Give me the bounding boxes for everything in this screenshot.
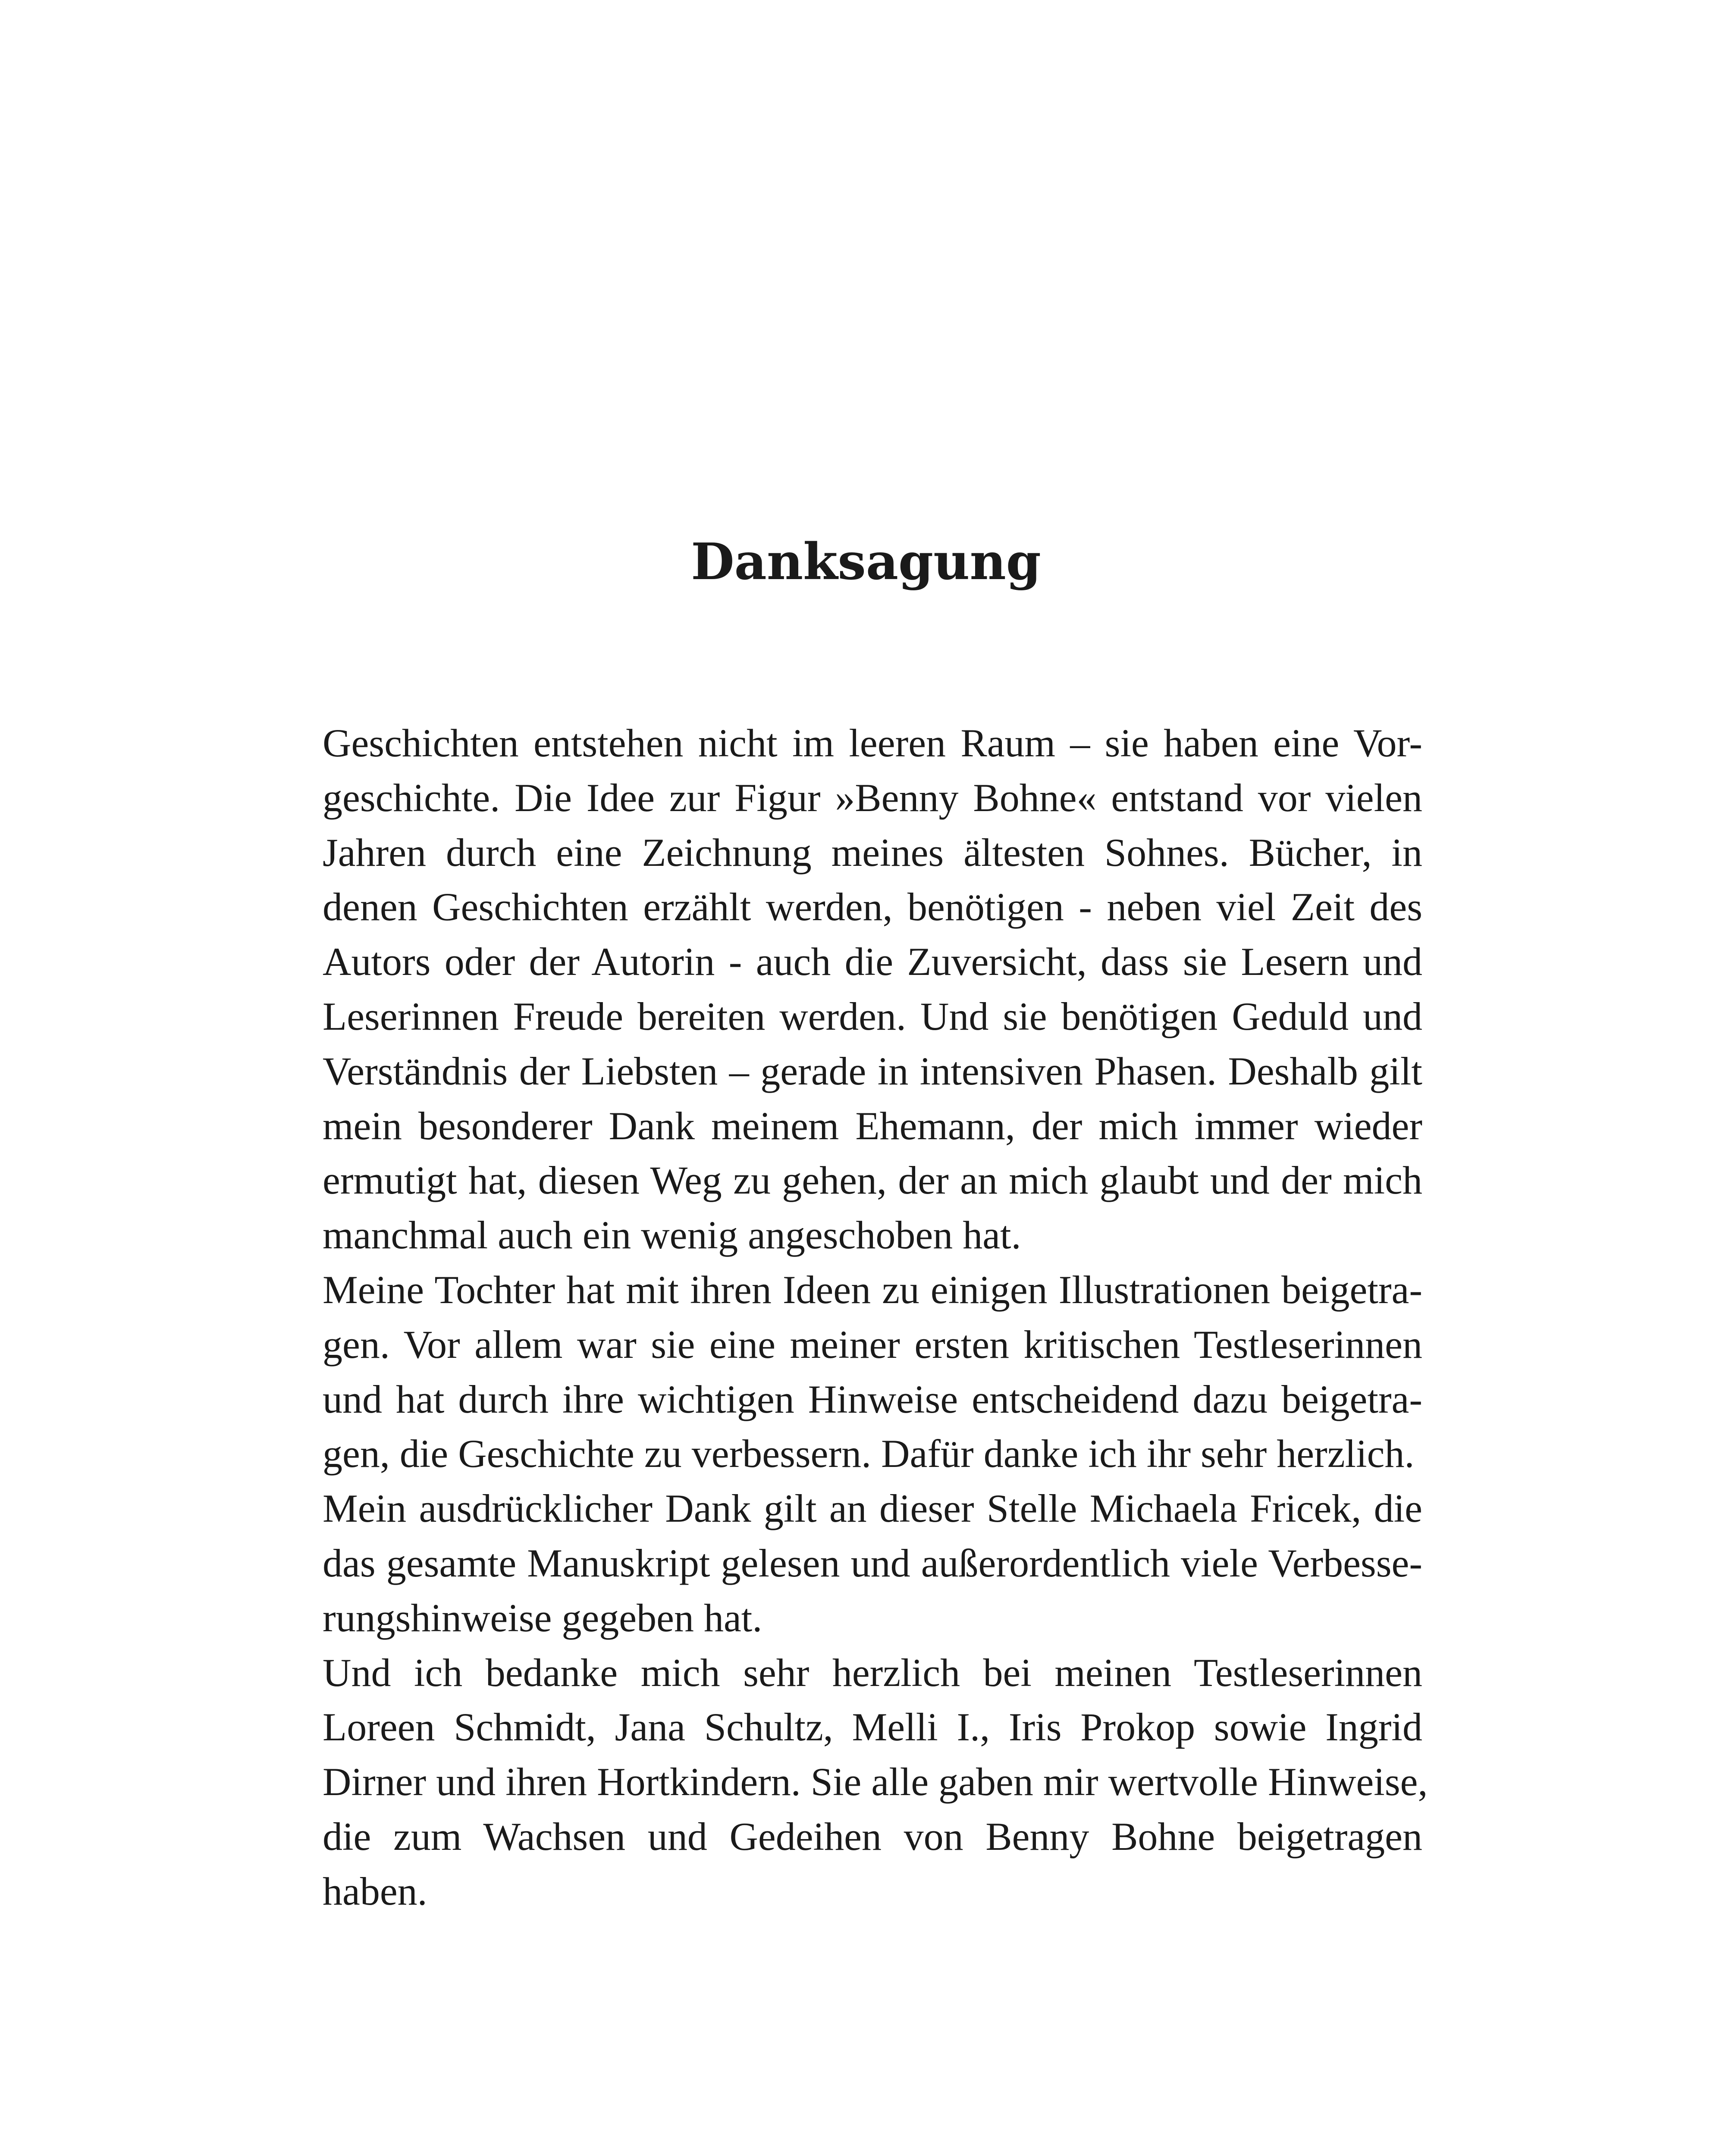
- text-line: ermutigt hat, diesen Weg zu gehen, der an mich glaubt und der mich: [323, 1158, 1422, 1203]
- text-line: und hat durch ihre wichtigen Hinweise entscheidend dazu beigetra-: [323, 1377, 1422, 1421]
- text-line: Verständnis der Liebsten – gerade in intensiven Phasen. Deshalb gilt: [323, 1049, 1422, 1093]
- text-line: gen. Vor allem war sie eine meiner ersten kritischen Testleserinnen: [323, 1322, 1422, 1366]
- text-line: Mein ausdrücklicher Dank gilt an dieser Stelle Michaela Fricek, die: [323, 1486, 1422, 1531]
- text-line: manchmal auch ein wenig angeschoben hat.: [323, 1213, 1021, 1257]
- text-line: denen Geschichten erzählt werden, benötigen - neben viel Zeit des: [323, 885, 1422, 929]
- text-line: mein besonderer Dank meinem Ehemann, der mich immer wieder: [323, 1103, 1422, 1148]
- text-line: gen, die Geschichte zu verbessern. Dafür danke ich ihr sehr herzlich.: [323, 1432, 1415, 1476]
- text-line: geschichte. Die Idee zur Figur »Benny Bohne« entstand vor vielen: [323, 775, 1422, 820]
- text-line: Meine Tochter hat mit ihren Ideen zu einigen Illustrationen beigetra-: [323, 1267, 1422, 1312]
- text-line: haben.: [323, 1869, 427, 1913]
- text-line: das gesamte Manuskript gelesen und außerordentlich viele Verbesse-: [323, 1541, 1422, 1585]
- text-line: Autors oder der Autorin - auch die Zuversicht, dass sie Lesern und: [323, 940, 1422, 984]
- text-line: Loreen Schmidt, Jana Schultz, Melli I., Iris Prokop sowie Ingrid: [323, 1705, 1422, 1749]
- text-line: Geschichten entstehen nicht im leeren Raum – sie haben eine Vor-: [323, 721, 1422, 765]
- acknowledgements-text: [323, 716, 1428, 1919]
- text-line: Leserinnen Freude bereiten werden. Und sie benötigen Geduld und: [323, 994, 1422, 1038]
- page-title: Danksagung: [691, 533, 1041, 591]
- text-line: Jahren durch eine Zeichnung meines ältesten Sohnes. Bücher, in: [323, 830, 1422, 874]
- text-line: die zum Wachsen und Gedeihen von Benny Bohne beigetragen: [323, 1814, 1422, 1858]
- text-line: Dirner und ihren Hortkindern. Sie alle gaben mir wertvolle Hinweise,: [323, 1760, 1428, 1804]
- text-line: Und ich bedanke mich sehr herzlich bei meinen Testleserinnen: [323, 1650, 1422, 1695]
- text-line: rungshinweise gegeben hat.: [323, 1595, 762, 1640]
